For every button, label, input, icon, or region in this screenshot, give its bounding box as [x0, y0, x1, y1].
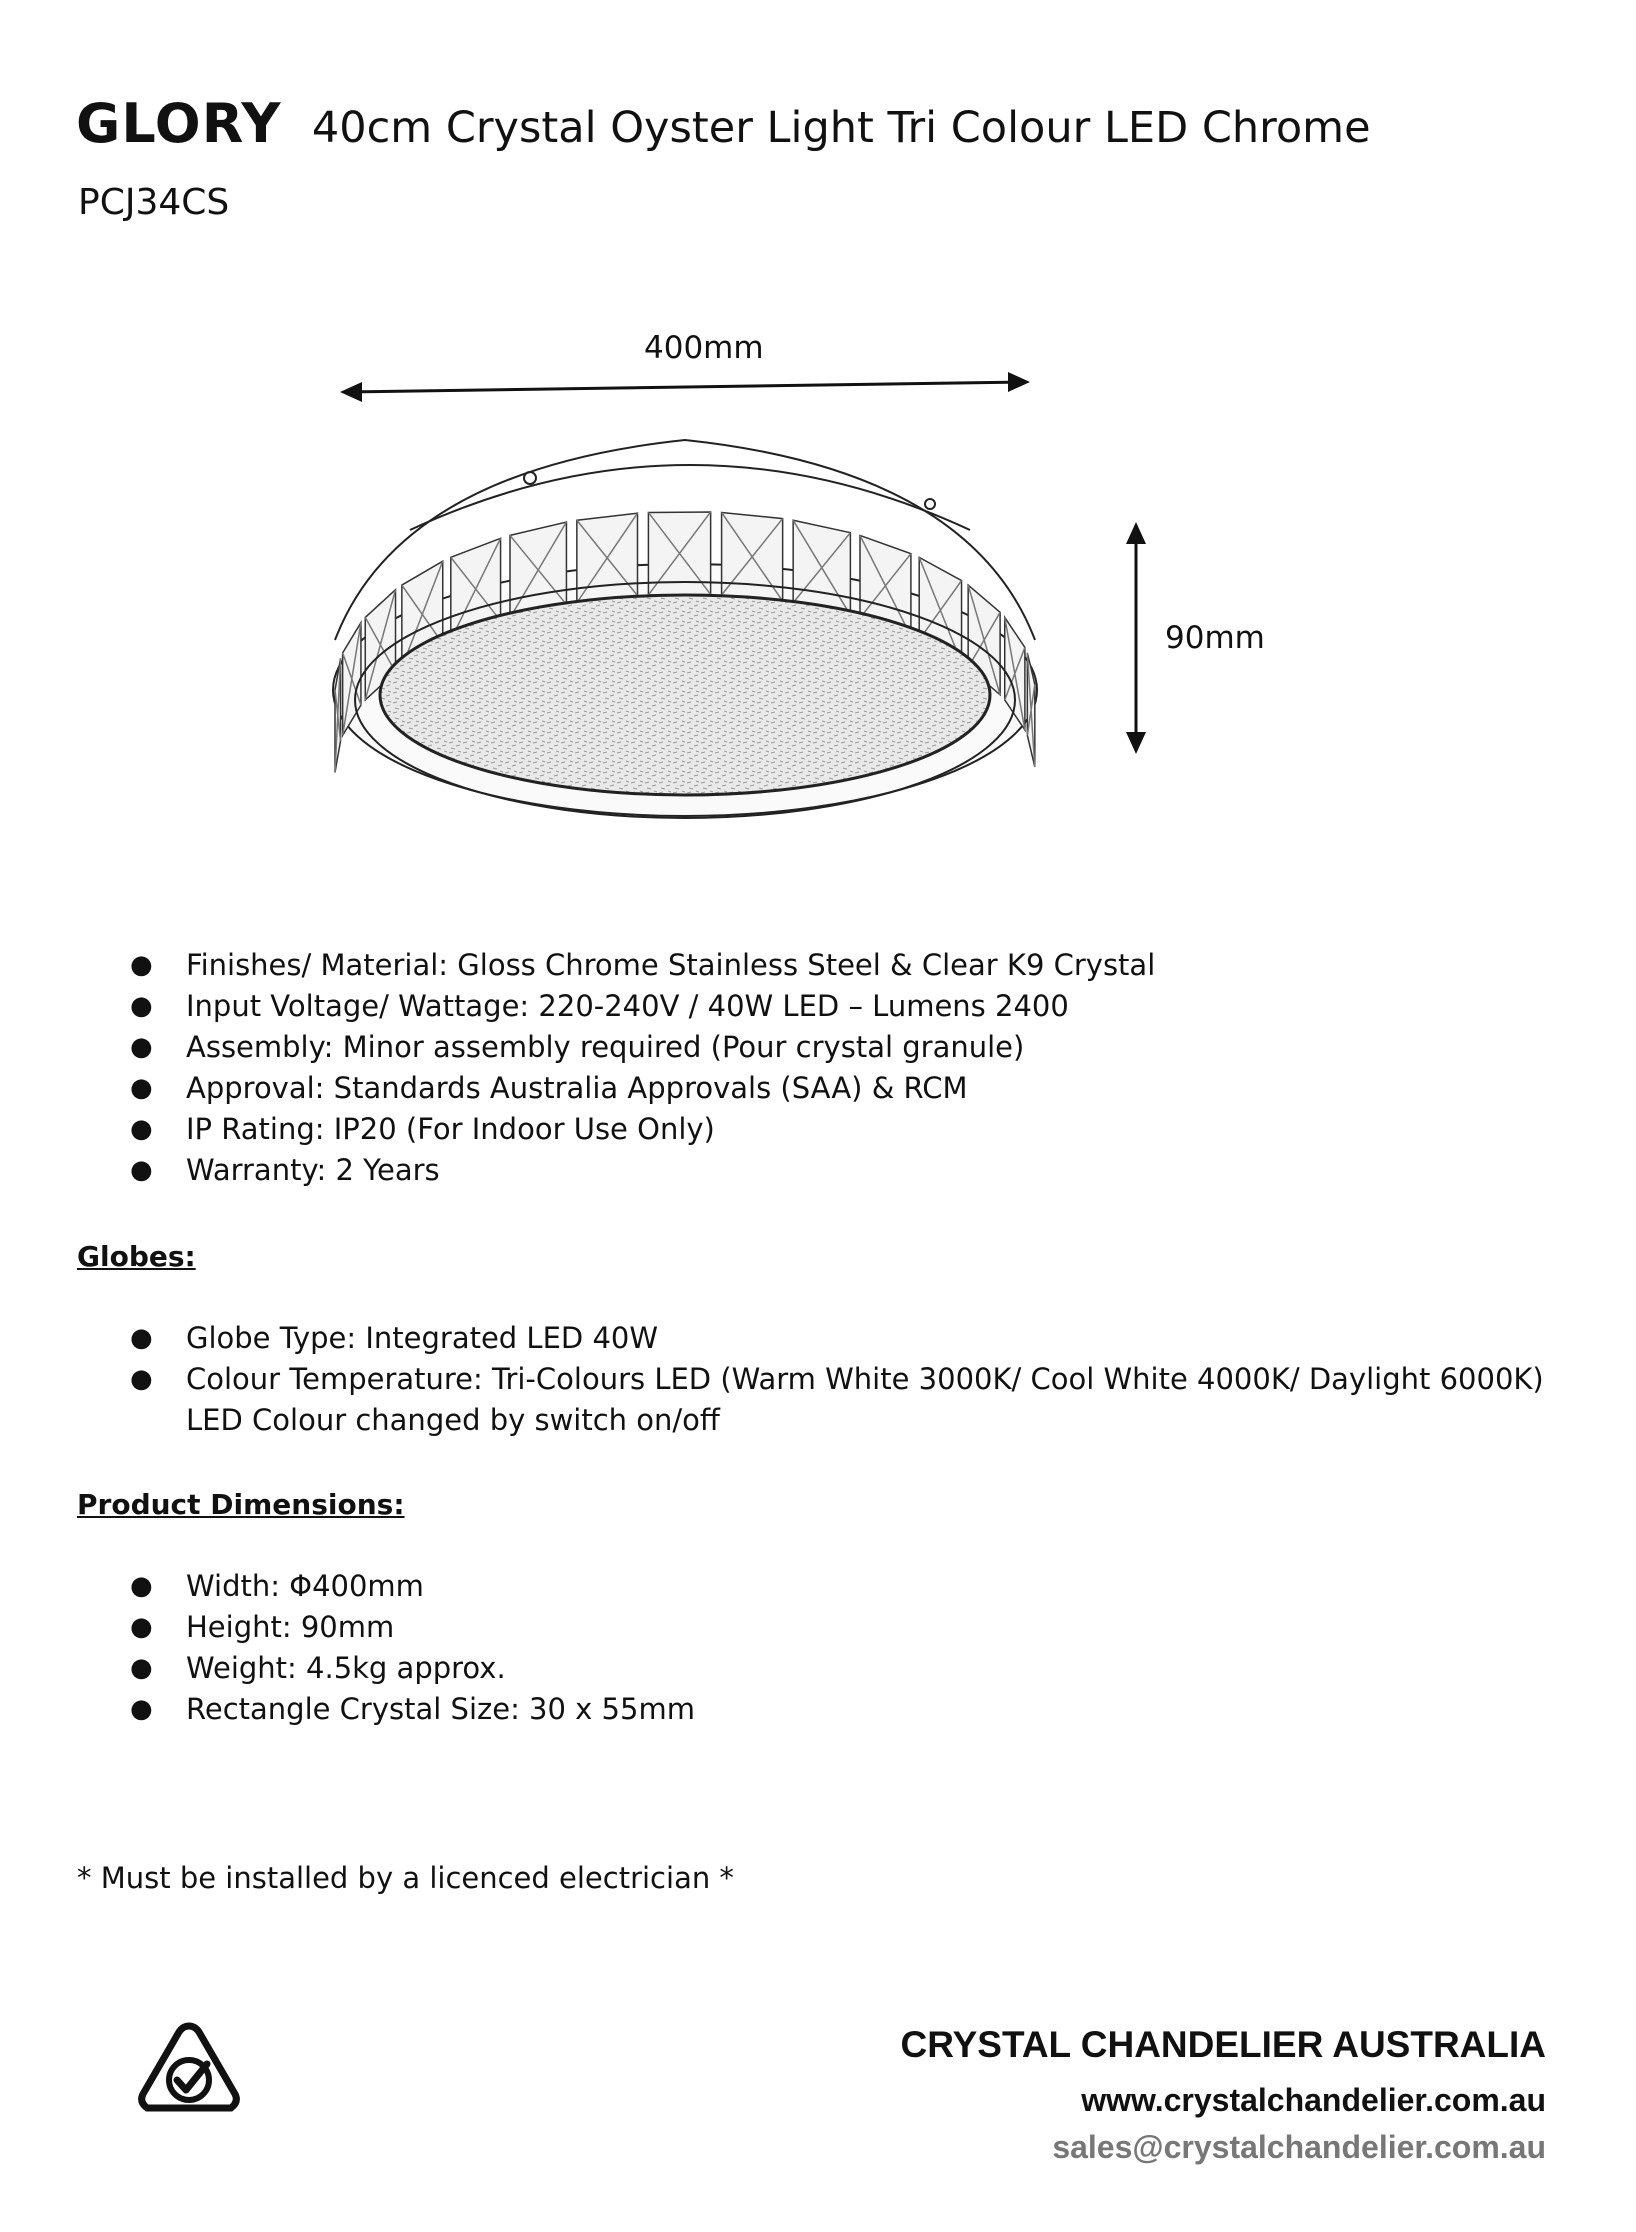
list-item: ● Warranty: 2 Years: [130, 1150, 1155, 1191]
dimensions-list: [130, 1566, 695, 1730]
feature-list: [130, 945, 1155, 1191]
bullet-icon: ●: [130, 1364, 153, 1394]
dimensions-heading: Product Dimensions:: [77, 1488, 405, 1521]
bullet-icon: ●: [130, 1032, 153, 1062]
company-website-link[interactable]: www.crystalchandelier.com.au: [1081, 2082, 1546, 2118]
list-item: ● Rectangle Crystal Size: 30 x 55mm: [130, 1689, 695, 1730]
company-email-link[interactable]: sales@crystalchandelier.com.au: [1052, 2129, 1546, 2165]
height-label: 90mm: [1165, 620, 1265, 656]
width-label: 400mm: [644, 330, 764, 366]
bullet-icon: ●: [130, 1114, 153, 1144]
list-item: ● Height: 90mm: [130, 1607, 695, 1648]
bullet-icon: ●: [130, 950, 153, 980]
list-item: ● Approval: Standards Australia Approvals (SAA) & RCM: [130, 1068, 1155, 1109]
oyster-light-drawing: [333, 440, 1037, 818]
list-item: ● Finishes/ Material: Gloss Chrome Stainless Steel & Clear K9 Crystal: [130, 945, 1155, 986]
list-item: ● Assembly: Minor assembly required (Pour crystal granule): [130, 1027, 1155, 1068]
list-item: ● IP Rating: IP20 (For Indoor Use Only): [130, 1109, 1155, 1150]
bullet-icon: ●: [130, 1073, 153, 1103]
bullet-icon: ●: [130, 1612, 153, 1642]
globes-heading: Globes:: [77, 1240, 196, 1273]
list-item: ● Width: Φ400mm: [130, 1566, 695, 1607]
product-title: 40cm Crystal Oyster Light Tri Colour LED Chrome: [311, 103, 1371, 153]
bullet-icon: ●: [130, 1155, 153, 1185]
installation-note: * Must be installed by a licenced electrician *: [77, 1861, 734, 1895]
company-name: CRYSTAL CHANDELIER AUSTRALIA: [900, 2024, 1546, 2065]
list-item: ● Colour Temperature: Tri-Colours LED (Warm White 3000K/ Cool White 4000K/ Daylight 6000K) LED Colour changed by switch on/off: [130, 1359, 1544, 1441]
list-item: ● Input Voltage/ Wattage: 220-240V / 40W LED – Lumens 2400: [130, 986, 1155, 1027]
brand-name: GLORY: [76, 92, 282, 155]
product-diagram: [0, 0, 1636, 900]
height-dimension-arrow: [1126, 522, 1146, 754]
bullet-icon: ●: [130, 1653, 153, 1683]
product-code: PCJ34CS: [78, 182, 230, 223]
bullet-icon: ●: [130, 1323, 153, 1353]
list-item: ● Globe Type: Integrated LED 40W: [130, 1318, 1544, 1359]
rcm-certification-icon: [137, 2020, 241, 2116]
width-dimension-arrow: [340, 372, 1030, 402]
globes-list: [130, 1318, 1544, 1441]
bullet-icon: ●: [130, 991, 153, 1021]
bullet-icon: ●: [130, 1694, 153, 1724]
list-item: ● Weight: 4.5kg approx.: [130, 1648, 695, 1689]
bullet-icon: ●: [130, 1571, 153, 1601]
